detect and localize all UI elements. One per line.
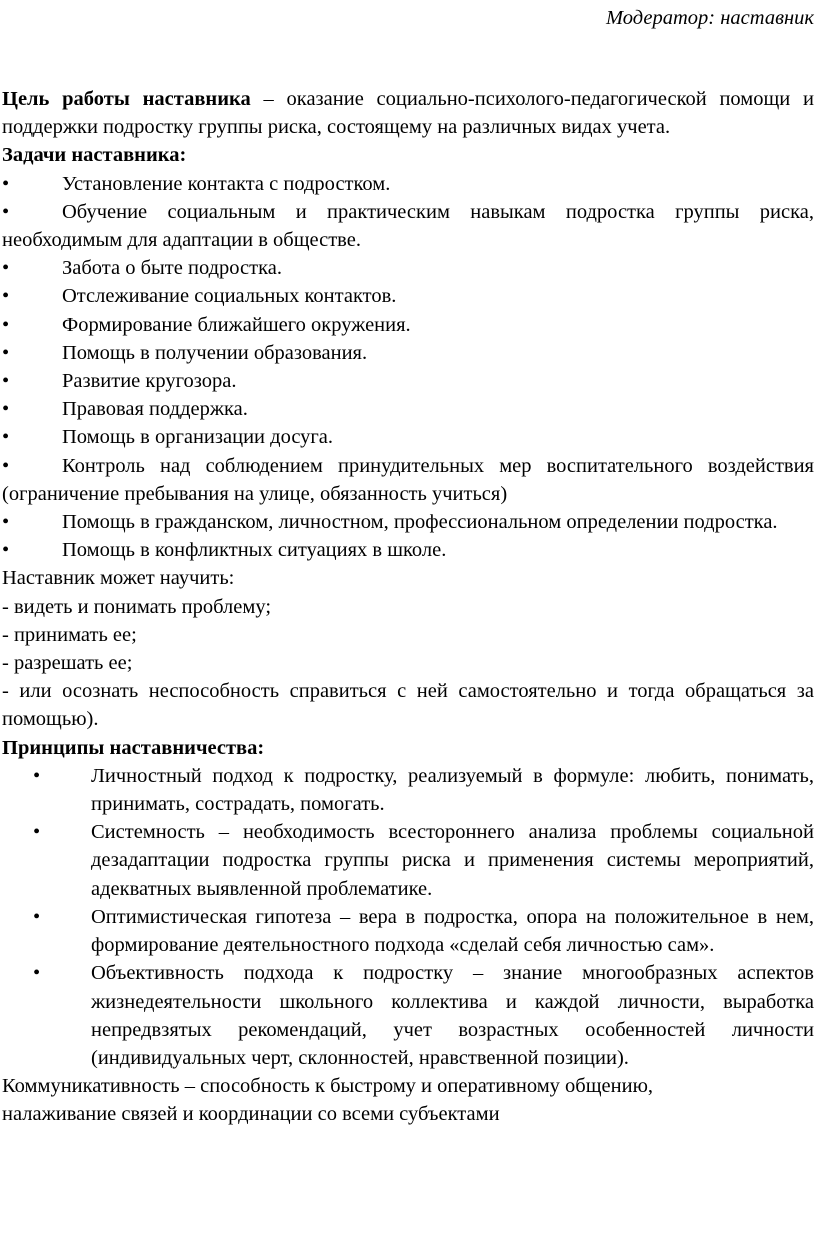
task-item	[2, 536, 814, 564]
principle-item	[2, 818, 814, 903]
bullet-mark: •	[33, 962, 41, 985]
bullet-mark: •	[2, 313, 10, 336]
principle-item	[2, 762, 814, 818]
task-text: Формирование ближайшего окружения.	[62, 313, 411, 336]
bullet-mark: •	[2, 257, 10, 280]
bullet-mark: •	[2, 200, 10, 223]
moderator-header: Модератор: наставник	[606, 7, 814, 29]
task-text: Помощь в гражданском, личностном, профессиональном определении подростка.	[62, 511, 778, 534]
principles-list	[2, 762, 814, 1072]
bullet-mark: •	[2, 511, 10, 534]
task-text: Отслеживание социальных контактов.	[62, 285, 397, 308]
goal-label: Цель работы наставника	[2, 88, 251, 110]
bullet-mark: •	[2, 398, 10, 421]
task-item	[2, 395, 814, 423]
bullet-mark: •	[33, 764, 41, 787]
tasks-heading: Задачи наставника:	[2, 144, 187, 167]
bullet-mark: •	[2, 370, 10, 393]
communicativeness-line-2: налаживание связей и координации со всеми субъектами	[2, 1103, 500, 1126]
mentor-can-item: - видеть и понимать проблему;	[2, 595, 272, 618]
bullet-mark: •	[2, 539, 10, 562]
task-text: Правовая поддержка.	[62, 398, 248, 421]
task-item	[2, 452, 814, 508]
bullet-mark: •	[2, 426, 10, 449]
task-text: Помощь в конфликтных ситуациях в школе.	[62, 539, 447, 562]
goal-text: – оказание социально-психолого-педагогической помощи и поддержки подростку группы риска, состоящему на различных видах учета.	[2, 88, 815, 139]
task-text: Помощь в организации досуга.	[62, 426, 334, 449]
communicativeness-line-1: Коммуникативность – способность к быстрому и оперативному общению,	[2, 1075, 654, 1098]
document-body	[2, 85, 814, 1129]
tasks-list	[2, 170, 814, 565]
task-text: Контроль над соблюдением принудительных мер воспитательного воздействия (ограничение пребывания на улице, обязанность учиться)	[2, 454, 814, 505]
principle-text: Оптимистическая гипотеза – вера в подростка, опора на положительное в нем, формирование деятельностного подхода «сделай себя личностью сам».	[91, 905, 814, 957]
task-item	[2, 198, 814, 254]
mentor-can-item: - или осознать неспособность справиться с ней самостоятельно и тогда обращаться за помощью).	[2, 680, 814, 731]
task-text: Развитие кругозора.	[62, 370, 237, 393]
task-item	[2, 254, 814, 282]
principle-text: Объективность подхода к подростку – знание многообразных аспектов жизнедеятельности школьного коллектива и каждой личности, выработка непредвзятых рекомендаций, учет возрастных особенностей личности (индивидуальных черт, склонностей, нравственной позиции).	[91, 962, 814, 1069]
task-text: Помощь в получении образования.	[62, 341, 368, 364]
task-text: Забота о быте подростка.	[62, 257, 282, 280]
principle-text: Личностный подход к подростку, реализуемый в формуле: любить, понимать, принимать, сострадать, помогать.	[91, 764, 814, 816]
task-item	[2, 367, 814, 395]
task-text: Установление контакта с подростком.	[62, 172, 391, 195]
task-item	[2, 423, 814, 451]
principle-item	[2, 959, 814, 1072]
task-item	[2, 339, 814, 367]
task-item	[2, 170, 814, 198]
principle-text: Системность – необходимость всестороннего анализа проблемы социальной дезадаптации подростка группы риска и применения системы мероприятий, адекватных выявленной проблематике.	[91, 821, 814, 900]
bullet-mark: •	[2, 285, 10, 308]
bullet-mark: •	[33, 905, 41, 928]
principle-item	[2, 903, 814, 959]
mentor-can-item: - принимать ее;	[2, 623, 137, 646]
task-item	[2, 311, 814, 339]
bullet-mark: •	[2, 172, 10, 195]
goal-paragraph	[2, 85, 814, 141]
mentor-can-item: - разрешать ее;	[2, 652, 133, 675]
task-item	[2, 508, 814, 536]
mentor-can-intro: Наставник может научить:	[2, 567, 235, 590]
task-text: Обучение социальным и практическим навыкам подростка группы риска, необходимым для адаптации в обществе.	[2, 200, 814, 252]
task-item	[2, 282, 814, 310]
bullet-mark: •	[2, 341, 10, 364]
principles-heading: Принципы наставничества:	[2, 736, 265, 759]
bullet-mark: •	[2, 454, 10, 477]
bullet-mark: •	[33, 821, 41, 844]
